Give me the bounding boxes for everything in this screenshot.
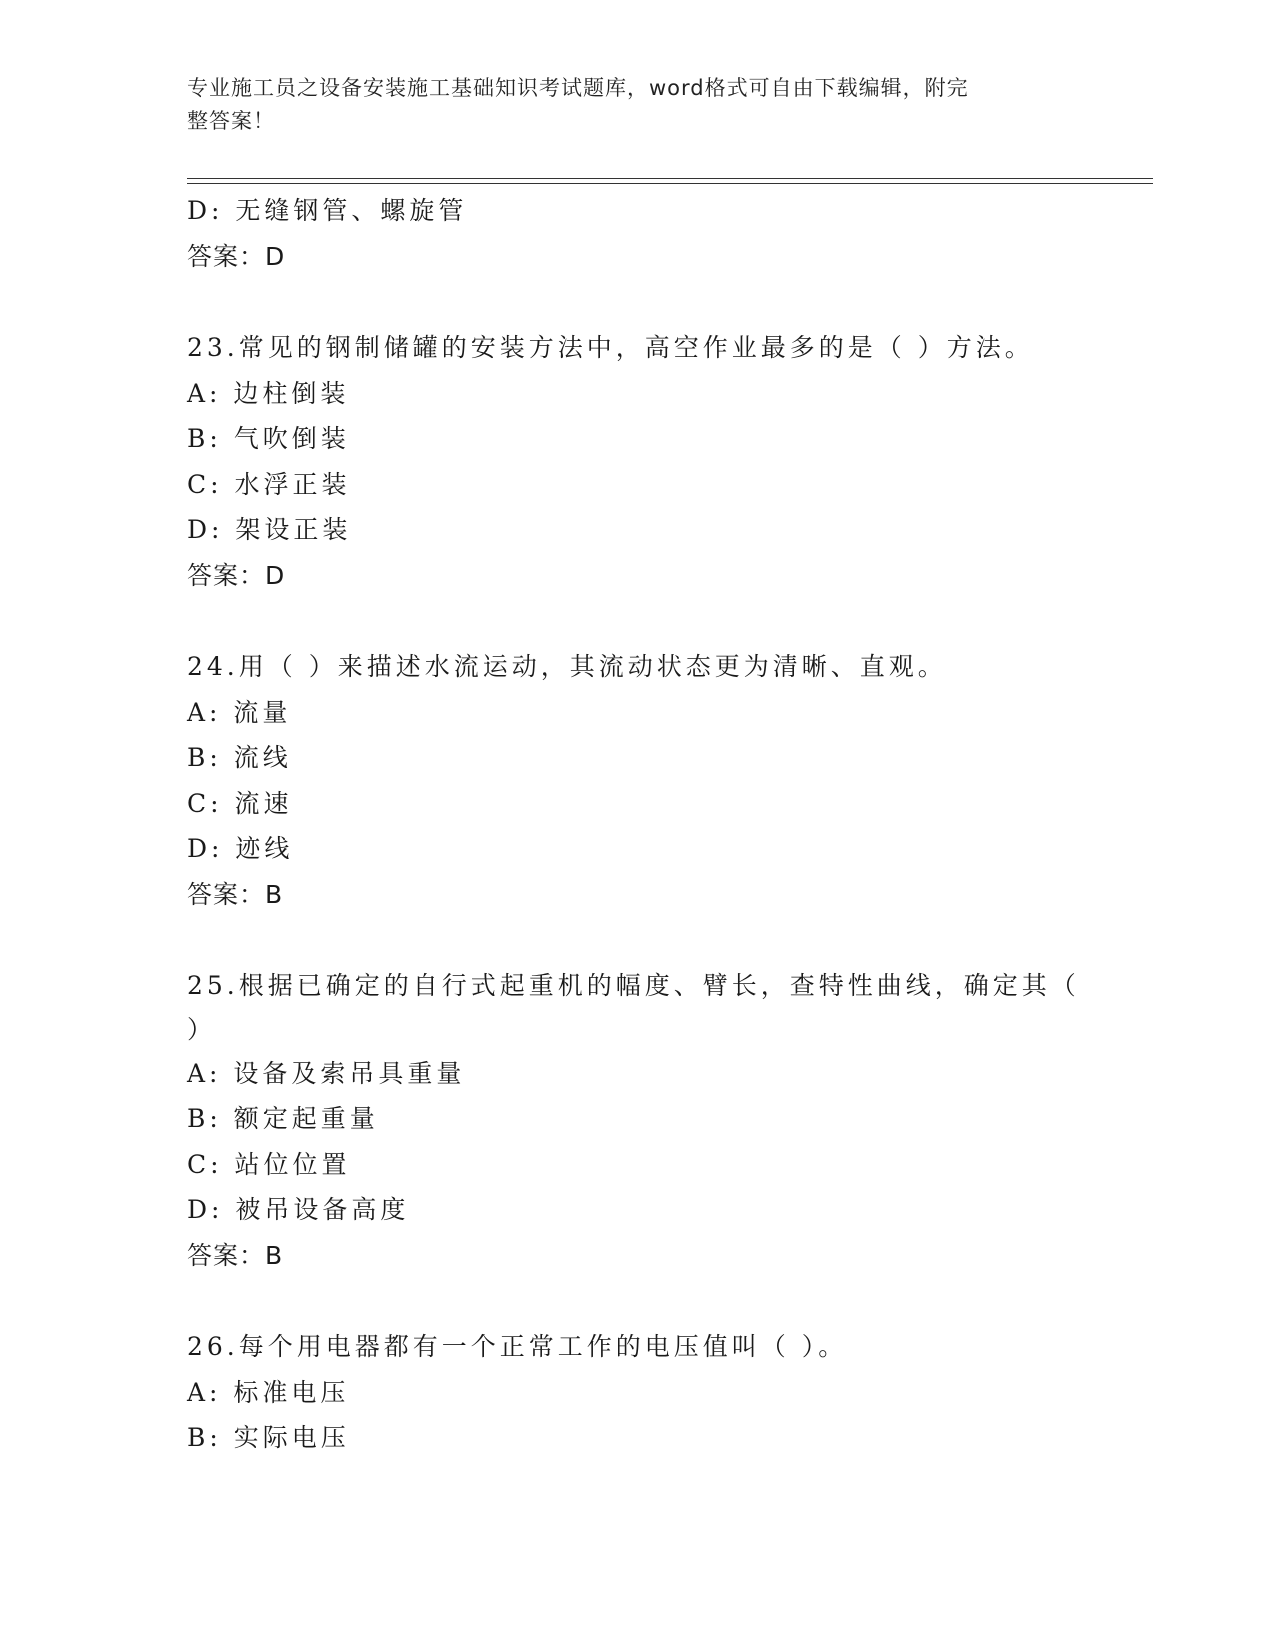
answer: 答案：D (187, 241, 286, 271)
option-b: B: 实际电压 (187, 1423, 350, 1452)
question-23 (187, 325, 1137, 598)
option-a: A: 设备及索吊具重量 (187, 1058, 466, 1088)
option-c: C: 水浮正装 (187, 469, 351, 499)
question-25 (187, 963, 1137, 1278)
option-b: B: 额定起重量 (187, 1104, 379, 1133)
option-c: C: 流速 (187, 788, 293, 818)
option-b: B: 流线 (187, 743, 292, 772)
option-a: A: 流量 (187, 697, 292, 727)
document-header (187, 72, 1067, 138)
question-22-tail (187, 188, 1137, 279)
question-text-continued: ） (187, 1014, 217, 1044)
answer: 答案：B (187, 879, 284, 909)
option-b: B: 气吹倒装 (187, 424, 350, 453)
question-text: 25.根据已确定的自行式起重机的幅度、臂长，查特性曲线，确定其（ (187, 971, 1080, 1000)
question-text: 26.每个用电器都有一个正常工作的电压值叫（ ）。 (187, 1332, 848, 1361)
option-d: D: 迹线 (187, 834, 294, 863)
option-d: D: 无缝钢管、螺旋管 (187, 196, 468, 225)
header-line-2: 整答案！ (187, 109, 275, 133)
answer: 答案：B (187, 1240, 284, 1270)
option-d: D: 架设正装 (187, 515, 352, 544)
header-line-1: 专业施工员之设备安装施工基础知识考试题库，word格式可自由下载编辑，附完 (187, 76, 969, 100)
option-d: D: 被吊设备高度 (187, 1195, 410, 1224)
question-text: 24.用（ ）来描述水流运动，其流动状态更为清晰、直观。 (187, 652, 947, 681)
spacer (187, 279, 1137, 325)
spacer (187, 917, 1137, 963)
header-divider-bottom (187, 183, 1153, 184)
option-c: C: 站位位置 (187, 1149, 351, 1179)
spacer (187, 598, 1137, 644)
option-a: A: 标准电压 (187, 1377, 350, 1407)
question-24 (187, 644, 1137, 917)
answer: 答案：D (187, 560, 286, 590)
question-text: 23.常见的钢制储罐的安装方法中，高空作业最多的是（ ）方法。 (187, 333, 1034, 362)
spacer (187, 1278, 1137, 1324)
question-26 (187, 1324, 1137, 1461)
header-divider-top (187, 178, 1153, 179)
question-list (187, 188, 1137, 1461)
option-a: A: 边柱倒装 (187, 378, 350, 408)
